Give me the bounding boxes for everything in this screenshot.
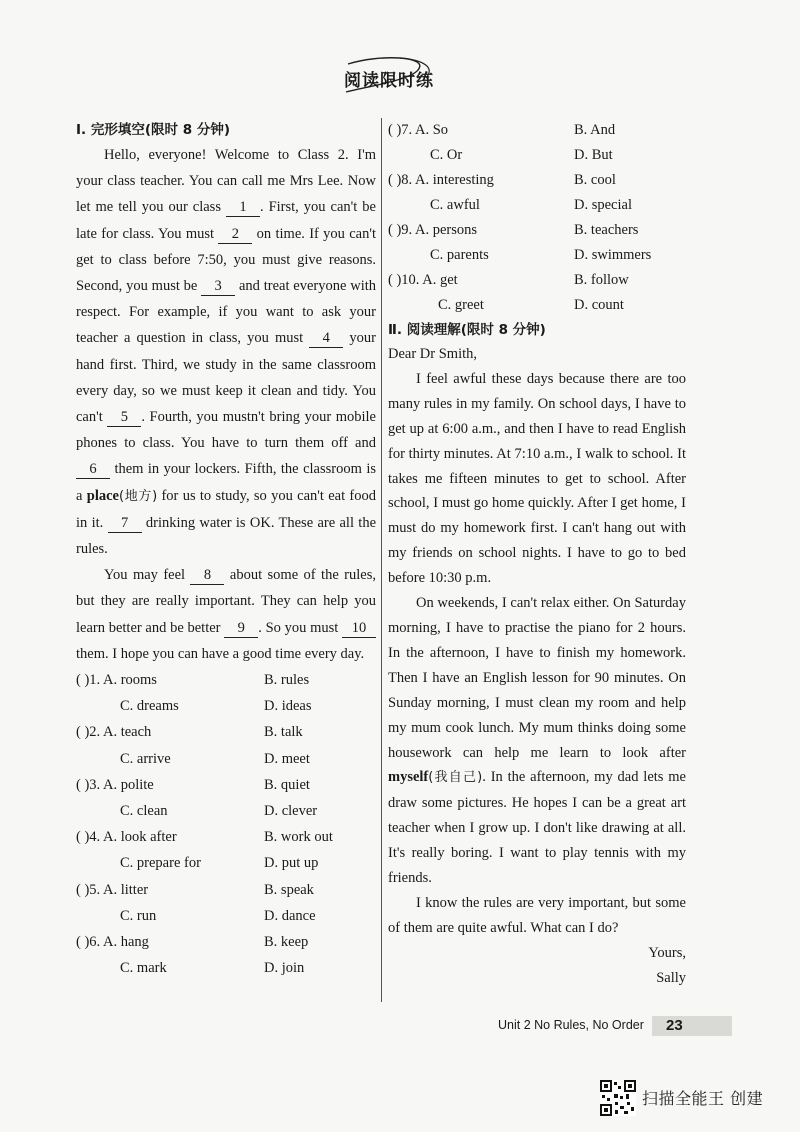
title-block <box>330 56 460 96</box>
section1-heading: Ⅰ. 完形填空(限时 8 分钟) <box>76 122 230 138</box>
keyword-place-gloss: (地方) <box>118 488 158 504</box>
letter-paragraph-2: On weekends, I can't relax either. On Saturday morning, I have to practise the piano for 2 hours. In the afternoon, I have to finish my homework. Then I have an English lesson for 90 minutes. On Sunday morning, I must clean my room and help my mum cook lunch. My mum thinks doing some housework can help me learn to look after myself(我自己). In the afternoon, my dad lets me draw some pictures. He hopes I can be a great art teacher when I grow up. I don't like drawing at all. It's really boring. I want to play tennis with my friends. <box>388 595 686 887</box>
cloze-paragraph-1: Hello, everyone! Welcome to Class 2. I'm your class teacher. You can call me Mrs Lee. Now let me tell you our class 1 . First, you can't be late for class. You must 2 on time. If you can't get to class before 7:50, you must give reasons. Second, you must be 3 and treat everyone with respect. For example, if you want to ask your teacher a question in class, you must 4 your hand first. Third, we study in the same classroom every day, so we must keep it clean and tidy. You can't 5 . Fourth, you mustn't bring your mobile phones to class. You have to turn them off and 6 them in your lockers. Fifth, the classroom is a place(地方) for us to study, so you can't eat food in it. 7 drinking water is OK. These are all the rules. <box>76 147 377 558</box>
question-row[interactable]: ( )5. A. litter B. speak <box>76 881 314 898</box>
page-number: 23 <box>666 1017 683 1034</box>
keyword-myself: myself <box>388 769 429 786</box>
right-column <box>388 118 686 991</box>
question-row[interactable]: ( )8. A. interesting B. cool <box>388 172 616 188</box>
cloze-paragraph-2: You may feel 8 about some of the rules, but they are really important. They can help you learn better and be better 9 . So you must 10 them. I hope you can have a good time every day. <box>76 567 376 662</box>
question-row[interactable]: ( )10. A. get B. follow <box>388 272 629 288</box>
blank-4[interactable]: 4 <box>309 329 343 348</box>
column-divider <box>381 118 382 1002</box>
page-number-box <box>652 1016 732 1036</box>
question-row[interactable]: ( )7. A. So B. And <box>388 122 616 138</box>
blank-1[interactable]: 1 <box>226 198 260 217</box>
qr-code-icon <box>600 1080 636 1116</box>
footer-unit-label: Unit 2 No Rules, No Order <box>498 1018 644 1032</box>
blank-10[interactable]: 10 <box>342 619 376 638</box>
blank-3[interactable]: 3 <box>201 277 235 296</box>
blank-5[interactable]: 5 <box>107 408 141 427</box>
letter-paragraph-3: I know the rules are very important, but some of them are quite awful. What can I do? <box>388 894 686 936</box>
question-list-right <box>388 118 686 318</box>
question-row[interactable]: C. greet D. count <box>438 297 624 313</box>
question-row[interactable]: C. parents D. swimmers <box>430 247 652 263</box>
letter-paragraph-1: I feel awful these days because there are too many rules in my family. On school days, I have to get up at 6:00 a.m., and then I have to read English for thirty minutes. At 7:10 a.m., I walk to school. It takes me fifteen minutes to get to school. After school, I must go home quickly. After I get home, I must do my homework first. I can't hang out with my friends on school nights. I have to go to bed before 10:30 p.m. <box>388 370 686 587</box>
question-row[interactable]: C. awful D. special <box>430 197 632 213</box>
question-row[interactable]: C. mark D. join <box>120 960 305 977</box>
question-row[interactable]: ( )3. A. polite B. quiet <box>76 776 310 793</box>
question-row[interactable]: C. dreams D. ideas <box>120 698 312 715</box>
page-title: 阅读限时练 <box>344 71 434 91</box>
letter-signature: Sally <box>656 969 686 986</box>
question-row[interactable]: C. prepare for D. put up <box>120 855 319 872</box>
scanner-watermark: 扫描全能王 创建 <box>642 1089 764 1108</box>
blank-7[interactable]: 7 <box>108 514 142 533</box>
blank-6[interactable]: 6 <box>76 460 110 479</box>
letter-greeting: Dear Dr Smith, <box>388 346 477 362</box>
blank-9[interactable]: 9 <box>224 619 258 638</box>
question-row[interactable]: C. run D. dance <box>120 907 316 924</box>
question-row[interactable]: ( )9. A. persons B. teachers <box>388 222 639 238</box>
question-list-left <box>76 667 376 981</box>
left-column <box>76 118 376 981</box>
blank-8[interactable]: 8 <box>190 566 224 585</box>
question-row[interactable]: ( )4. A. look after B. work out <box>76 829 333 846</box>
keyword-place: place <box>86 487 119 504</box>
letter-closing: Yours, <box>648 944 686 961</box>
keyword-myself-gloss: (我自己) <box>428 770 483 786</box>
question-row[interactable]: C. Or D. But <box>430 147 613 163</box>
section2-heading: Ⅱ. 阅读理解(限时 8 分钟) <box>388 322 546 338</box>
question-row[interactable]: ( )2. A. teach B. talk <box>76 724 303 741</box>
question-row[interactable]: C. clean D. clever <box>120 803 318 819</box>
question-row[interactable]: ( )1. A. rooms B. rules <box>76 672 310 689</box>
question-row[interactable]: C. arrive D. meet <box>120 750 310 767</box>
blank-2[interactable]: 2 <box>218 225 252 244</box>
question-row[interactable]: ( )6. A. hang B. keep <box>76 933 309 950</box>
